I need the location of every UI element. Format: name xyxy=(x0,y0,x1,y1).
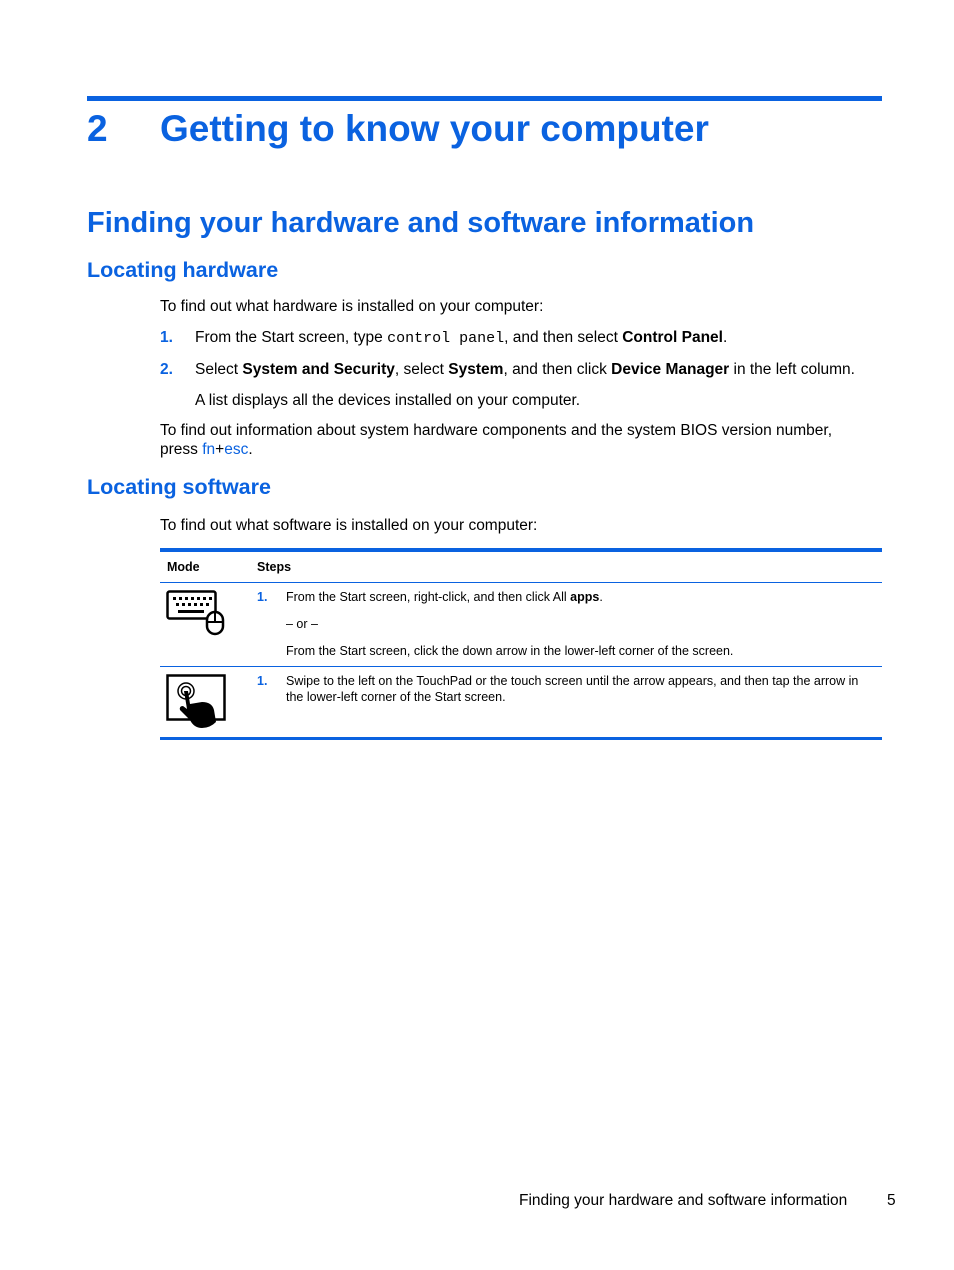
page-number: 5 xyxy=(887,1192,896,1209)
chapter-number: 2 xyxy=(87,108,108,149)
step-number: 1. xyxy=(257,590,268,604)
chapter-title xyxy=(87,108,709,150)
chapter-title-text: Getting to know your computer xyxy=(160,108,709,149)
section-title: Finding your hardware and software information xyxy=(87,207,755,239)
step-text: From the Start screen, type xyxy=(195,329,388,346)
ui-term: System xyxy=(448,361,504,378)
column-header-mode: Mode xyxy=(167,560,200,574)
step-text: Select xyxy=(195,361,243,378)
software-heading: Locating software xyxy=(87,475,271,499)
step-text-line1: Swipe to the left on the TouchPad or the touch screen until the arrow appears, and then tap the arrow in xyxy=(286,674,859,688)
header-divider xyxy=(160,582,882,583)
column-header-steps: Steps xyxy=(257,560,292,574)
step-text: in the left column. xyxy=(729,361,855,378)
hardware-heading: Locating hardware xyxy=(87,258,279,282)
step-text-line2: the lower-left corner of the Start screen. xyxy=(286,690,506,704)
key-esc: esc xyxy=(224,441,249,458)
bios-info-line2 xyxy=(160,440,253,459)
ui-term: Device Manager xyxy=(611,361,730,378)
key-plus: + xyxy=(215,441,225,458)
bios-info-line1: To find out information about system hardware components and the system BIOS version number, xyxy=(160,422,833,439)
step-text: , and then click xyxy=(503,361,612,378)
ui-term: Control Panel xyxy=(622,329,723,346)
ui-term: System and Security xyxy=(242,361,395,378)
hardware-intro: To find out what hardware is installed on your computer: xyxy=(160,298,544,315)
step-number: 1. xyxy=(160,329,173,346)
or-separator: – or – xyxy=(286,617,318,631)
step-text: . xyxy=(722,329,728,346)
key-fn: fn xyxy=(202,441,216,458)
step-line xyxy=(257,589,267,605)
step-alternative: From the Start screen, click the down arrow in the lower-left corner of the screen. xyxy=(286,644,734,658)
touch-gesture-icon xyxy=(166,674,226,735)
step-number: 2. xyxy=(160,361,173,378)
step-result: A list displays all the devices installed on your computer. xyxy=(195,392,581,409)
step-line xyxy=(286,589,603,605)
step-text: , select xyxy=(394,361,449,378)
step-text: From the Start screen, right-click, and then click All xyxy=(286,590,571,604)
step-line xyxy=(257,673,267,689)
keyboard-mouse-icon xyxy=(166,590,226,641)
chapter-rule xyxy=(87,96,882,101)
table-bottom-rule xyxy=(160,737,882,740)
step-text: . xyxy=(599,590,603,604)
step-number: 1. xyxy=(257,674,268,688)
bios-press-text: press xyxy=(160,441,203,458)
footer-section-title: Finding your hardware and software information xyxy=(519,1192,848,1209)
row-divider xyxy=(160,666,882,667)
step-text: , and then select xyxy=(504,329,623,346)
command-text: control panel xyxy=(387,330,505,347)
software-intro: To find out what software is installed on your computer: xyxy=(160,517,538,534)
ui-term: apps xyxy=(570,590,600,604)
period: . xyxy=(248,441,253,458)
table-top-rule xyxy=(160,548,882,552)
